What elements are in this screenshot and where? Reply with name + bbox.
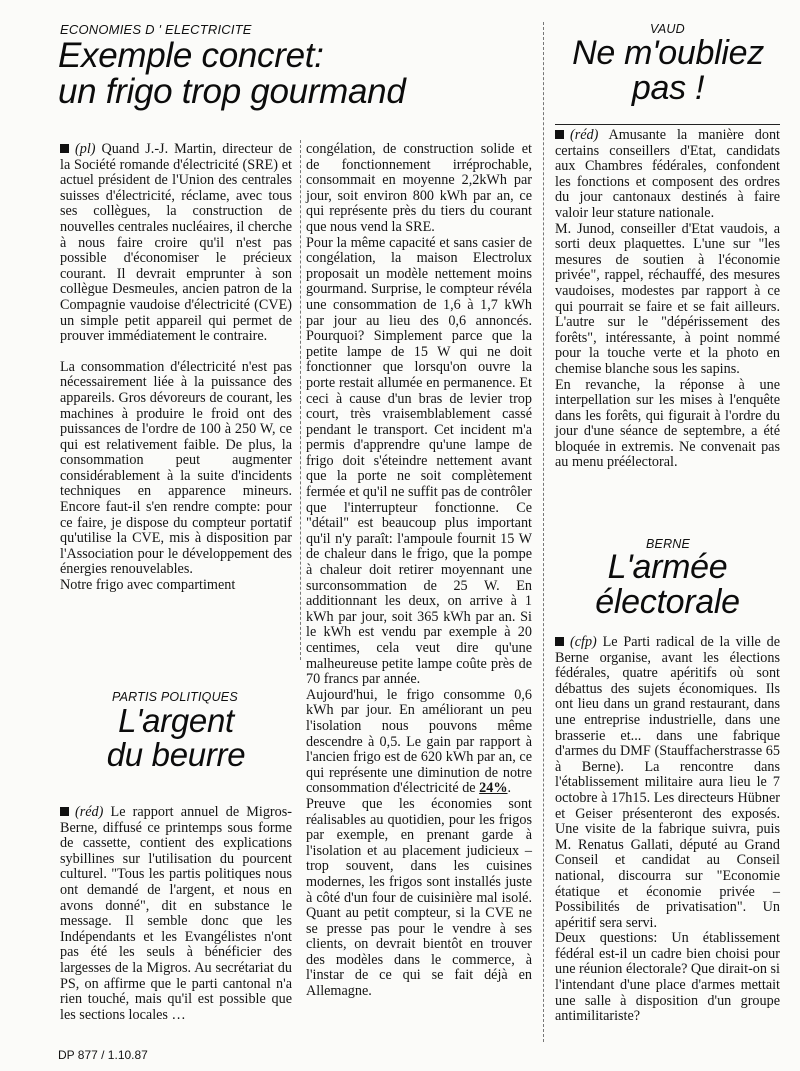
article4-headline bbox=[555, 550, 780, 621]
article4-paragraph1 bbox=[555, 635, 780, 931]
article3-p1-text: Amusante la manière dont certains conseillers d'Etat, candidats aux Chambres fédérales, confondent les fonctions et composent des ordres du jour cantonaux destinés à faire valoir leur stature nationale. bbox=[555, 127, 780, 221]
article3-paragraph3: En revanche, la réponse à une interpellation sur les mises à l'enquête dans les forêts, qui figurait à l'ordre du jour d'une séance de septembre, a été bloquée in extremis. Ne convenait pas au menu préélectoral. bbox=[555, 376, 780, 471]
bullet-square-icon bbox=[555, 130, 564, 139]
article2-kicker: PARTIS POLITIQUES bbox=[112, 690, 238, 704]
article3-paragraph2: M. Junod, conseiller d'Etat vaudois, a sorti deux plaquettes. L'une sur "les mesures de soutien à l'économie privée", rappel, réchauffé, des mesures vaudoises, modestes par rapport à ce qui pourrait se faire et se fait ailleurs. L'autre sur le "dépérissement des forêts", intéressante, à point nommé pour la touche verte et la photo en chemise blanche sous les sapins. bbox=[555, 220, 780, 377]
article3-kicker: VAUD bbox=[650, 22, 685, 36]
article1-headline-line2: un frigo trop gourmand bbox=[58, 72, 406, 112]
article1-p6-end: . bbox=[507, 780, 512, 797]
article1-p1-text: Quand J.-J. Martin, directeur de la Société romande d'électricité (SRE) et actuel président de l'Union des centrales suisses d'électricité, réclame, avec tous ses collègues, la construction de nouvelles centrales nucléaires, il cherche à nous faire croire qu'il n'est pas possible d'économiser le précieux courant. Il devrait emprunter à son collègue Desmeules, ancien patron de la Compagnie vaudoise d'électricité (CVE) un simple petit appareil qui permet de prouver immédiatement le contraire. bbox=[60, 141, 293, 345]
article2-author: (réd) bbox=[75, 804, 104, 820]
article4-author: (cfp) bbox=[570, 634, 597, 650]
page-footer: DP 877 / 1.10.87 bbox=[58, 1048, 148, 1062]
article4-paragraph2: Deux questions: Un établissement fédéral est-il un cadre bien choisi pour une réunion électorale? Que dirait-on si l'intendant d'une place d'armes mettait une salle à disposition d'un groupe antimilitariste? bbox=[555, 930, 780, 1025]
article1-author: (pl) bbox=[75, 141, 96, 157]
article4-body bbox=[555, 635, 780, 1025]
article1-p6-text: Aujourd'hui, le frigo consomme 0,6 kWh par jour. En améliorant un peu l'isolation nous pouvons même descendre à 0,5. Le gain par rapport à l'ancien frigo est de 620 kWh par an, ce qui représente une diminution de notre consommation d'électricité de bbox=[306, 686, 532, 797]
article3-paragraph1 bbox=[555, 128, 780, 222]
article1-column1 bbox=[60, 142, 292, 594]
article1-column2 bbox=[306, 142, 532, 1000]
article4-kicker: BERNE bbox=[646, 537, 691, 551]
article2-headline-line2: du beurre bbox=[106, 736, 246, 774]
article4-headline-line2: électorale bbox=[595, 583, 740, 622]
percentage-highlight: 24% bbox=[479, 780, 508, 797]
article2-body bbox=[60, 805, 292, 1023]
article1-paragraph2: La consommation d'électricité n'est pas nécessairement liée à la puissance des appareils. Gros dévoreurs de courant, les machines à produire le froid ont des puissances de l'ordre de 100 à 250 W, ce qui est relativement faible. De plus, la consommation peut augmenter considérablement à la suite d'incidents techniques en apparence mineurs. Encore faut-il s'en rendre compte: pour ce faire, je dispose du compteur portatif qu'utilise la CVE, mis à disposition par l'Association pour le développement des énergies renouvelables. bbox=[60, 358, 292, 578]
article1-paragraph3: Notre frigo avec compartiment bbox=[60, 577, 236, 594]
bullet-square-icon bbox=[60, 807, 69, 816]
article1-headline bbox=[58, 38, 406, 111]
article1-paragraph5: Pour la même capacité et sans casier de congélation, la maison Electrolux proposait un modèle nettement moins gourmand. Surprise, le compteur révéla une consommation de 1,6 à 1,7 kWh par jour au lieu des 0,6 annoncés. Pourquoi? Simplement parce que la petite lampe de 15 W qui ne doit fonctionner que lorsqu'on ouvre la porte restait allumée en permanence. Et ceci à cause d'un bras de levier trop court, très vraisemblablement cassé pendant le transport. Cet incident m'a permis d'apprendre qu'une lampe de frigo doit s'éteindre nettement avant que la porte ne soit complètement fermée et qu'il ne suffit pas de contrôler que l'interrupteur fonctionne. Ce "détail" est beaucoup plus important qu'il n'y paraît: l'ampoule fournit 15 W de chaleur dans le frigo, que la pompe à chaleur doit retirer moyennant une surconsommation de 25 W. En additionnant les deux, on arrive à 1 kWh par jour, soit 365 kWh par an. Si le kWh est vendu par exemple à 20 centimes, cela veut dire qu'une malheureuse petite lampe coûte près de 70 francs par année. bbox=[306, 234, 532, 688]
article4-p1-text: Le Parti radical de la ville de Berne organise, avant les élections fédérales, quatre apéritifs où sont débattus des sujets économiques. Ils ont lieu dans un grand restaurant, dans une entreprise industrielle, dans une brasserie et... dans une fabrique d'armes du DMF (Stauffacherstrasse 65 à Berne). La rencontre dans l'établissement militaire aura lieu le 7 octobre à 17h15. Les directeurs Hübner et Geiser présenteront des exposés. Une visite de la fabrique suivra, puis M. Renatus Gallati, député au Grand Conseil et candidat au Conseil national, discourra sur "Economie étatique et économie privée – Possibilités de privatisation". Un apéritif sera servi. bbox=[555, 634, 780, 931]
article1-paragraph7: Preuve que les économies sont réalisables au quotidien, pour les frigos par exemple, en prenant garde à l'isolation et au placement judicieux – trop souvent, dans les cuisines modernes, les frigos sont installés juste à côté d'un four de cuisinière mal isolé. Quant au petit compteur, si la CVE ne se presse pas pour le vendre à ses clients, on devrait bientôt en trouver des modèles dans le commerce, à l'instar de ce qui se fait déjà en Allemagne. bbox=[306, 795, 532, 1000]
article1-paragraph1 bbox=[60, 142, 292, 345]
article2-headline-line1: L'argent bbox=[118, 702, 234, 739]
article3-body bbox=[555, 128, 780, 471]
bullet-square-icon bbox=[555, 637, 564, 646]
article2-paragraph bbox=[60, 805, 292, 1023]
article1-headline-line1: Exemple concret: bbox=[58, 36, 324, 75]
article3-headline bbox=[553, 36, 783, 107]
article1-paragraph6 bbox=[306, 688, 532, 797]
column-rule-left bbox=[300, 140, 301, 660]
column-rule-right bbox=[543, 22, 544, 1042]
article3-headline-line1: Ne m'oubliez bbox=[572, 34, 764, 72]
article1-kicker: ECONOMIES D ' ELECTRICITE bbox=[60, 22, 252, 37]
bullet-square-icon bbox=[60, 144, 69, 153]
article3-author: (réd) bbox=[570, 127, 599, 143]
article3-top-rule bbox=[555, 124, 780, 125]
article2-text: Le rapport annuel de Migros-Berne, diffusé ce printemps sous forme de cassette, contient des explications sybillines sur l'utilisation du pourcent culturel. "Tous les partis politiques nous ont demandé de l'argent, et nous en avons donné", dit en substance le message. Il semble donc que les Indépendants et les Evangélistes n'ont pas été les seuls à bénéficier des largesses de la Migros. Au secrétariat du PS, on affirme que le parti cantonal n'a rien touché, mais qu'il est possible que les sections locales … bbox=[60, 804, 292, 1023]
article4-headline-line1: L'armée bbox=[607, 548, 728, 586]
article1-paragraph4: congélation, de construction solide et de fonctionnement irréprochable, consommait en moyenne 2,2kWh par jour, soit environ 800 kWh par an, ce qui représente près du tiers du courant que nous vend la SRE. bbox=[306, 141, 532, 235]
article2-headline bbox=[60, 704, 292, 773]
article3-headline-line2: pas ! bbox=[631, 69, 705, 108]
